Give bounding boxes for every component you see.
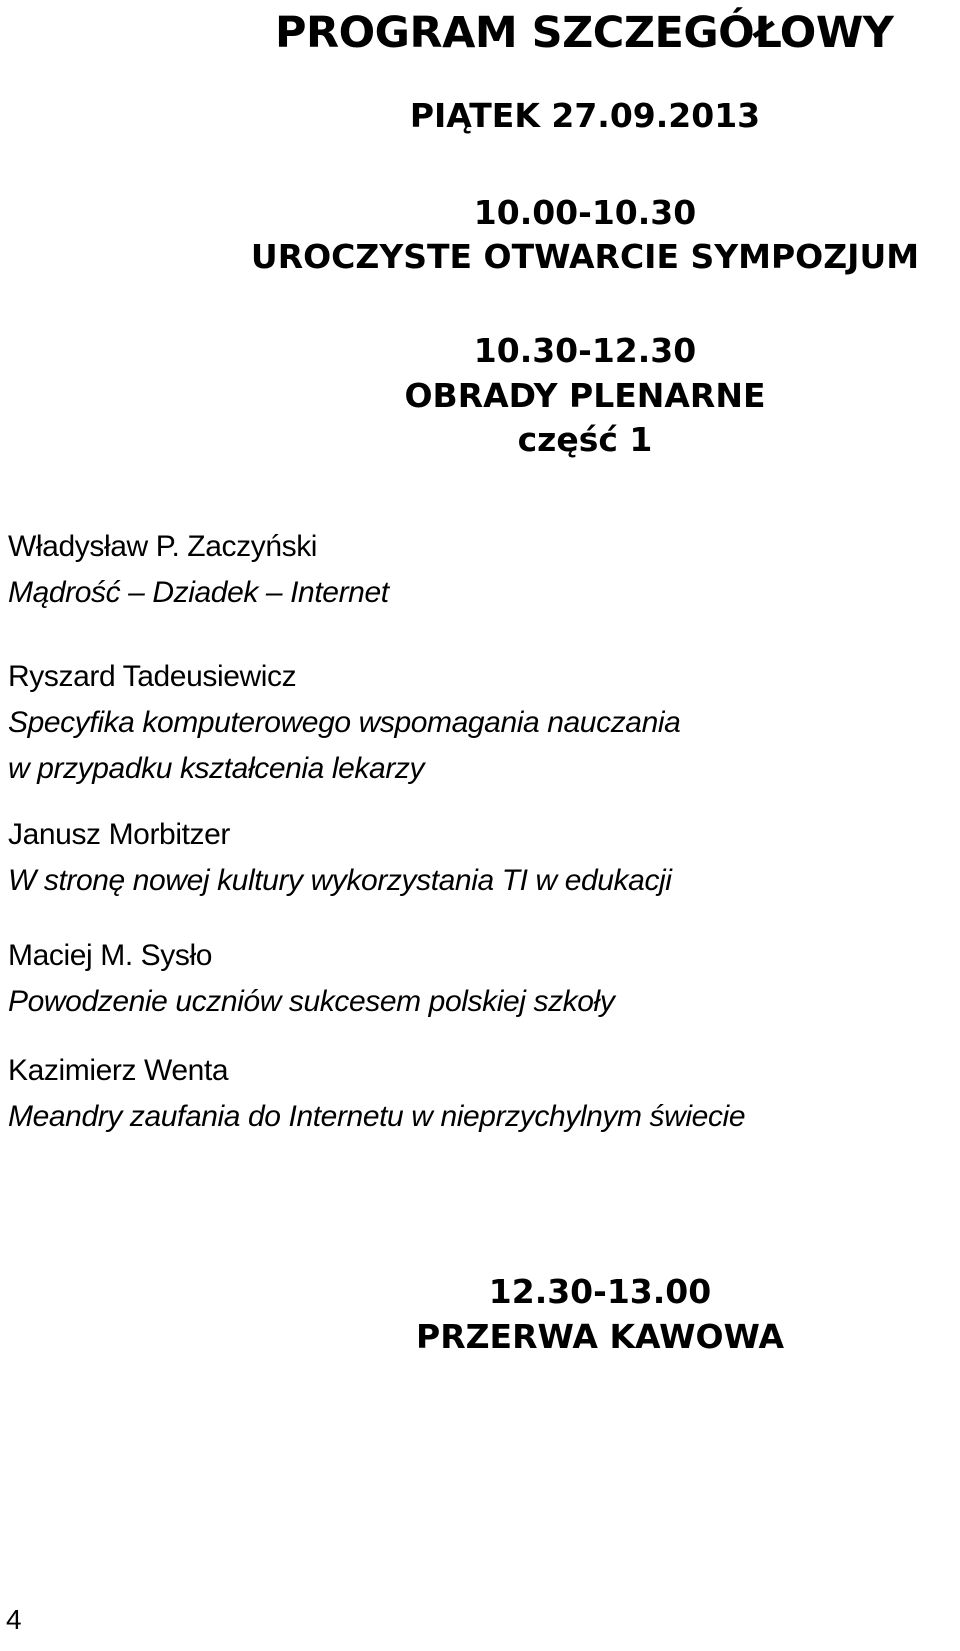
talk-title: W stronę nowej kultury wykorzystania TI w edukacji [8, 864, 672, 897]
session-2-time: 10.30-12.30 [473, 331, 697, 370]
talk-author: Kazimierz Wenta [8, 1054, 229, 1087]
page-number: 4 [6, 1604, 22, 1635]
session-2-name: OBRADY PLENARNE [404, 376, 766, 415]
talk-entry [8, 812, 672, 904]
talk-title-continued: w przypadku kształcenia lekarzy [8, 752, 425, 785]
talk-entry [8, 933, 614, 1025]
day-heading: PIĄTEK 27.09.2013 [409, 96, 761, 135]
talk-title: Specyfika komputerowego wspomagania nauczania [8, 706, 681, 739]
talk-entry [8, 654, 680, 792]
talk-author: Władysław P. Zaczyński [8, 530, 318, 563]
talk-author: Maciej M. Sysło [8, 939, 213, 972]
talk-entry [8, 1048, 745, 1140]
talk-entry [8, 524, 389, 616]
session-1-time: 10.00-10.30 [473, 193, 697, 232]
talk-title: Mądrość – Dziadek – Internet [8, 576, 389, 609]
session-2-part: część 1 [517, 420, 653, 459]
talk-author: Ryszard Tadeusiewicz [8, 660, 297, 693]
talk-title: Powodzenie uczniów sukcesem polskiej szkoły [8, 985, 615, 1018]
page-title: PROGRAM SZCZEGÓŁOWY [275, 8, 894, 58]
session-3-time: 12.30-13.00 [488, 1272, 712, 1311]
talk-author: Janusz Morbitzer [8, 818, 231, 851]
talk-title: Meandry zaufania do Internetu w nieprzychylnym świecie [8, 1100, 746, 1133]
session-3-name: PRZERWA KAWOWA [416, 1317, 784, 1356]
session-1-name: UROCZYSTE OTWARCIE SYMPOZJUM [250, 237, 920, 276]
